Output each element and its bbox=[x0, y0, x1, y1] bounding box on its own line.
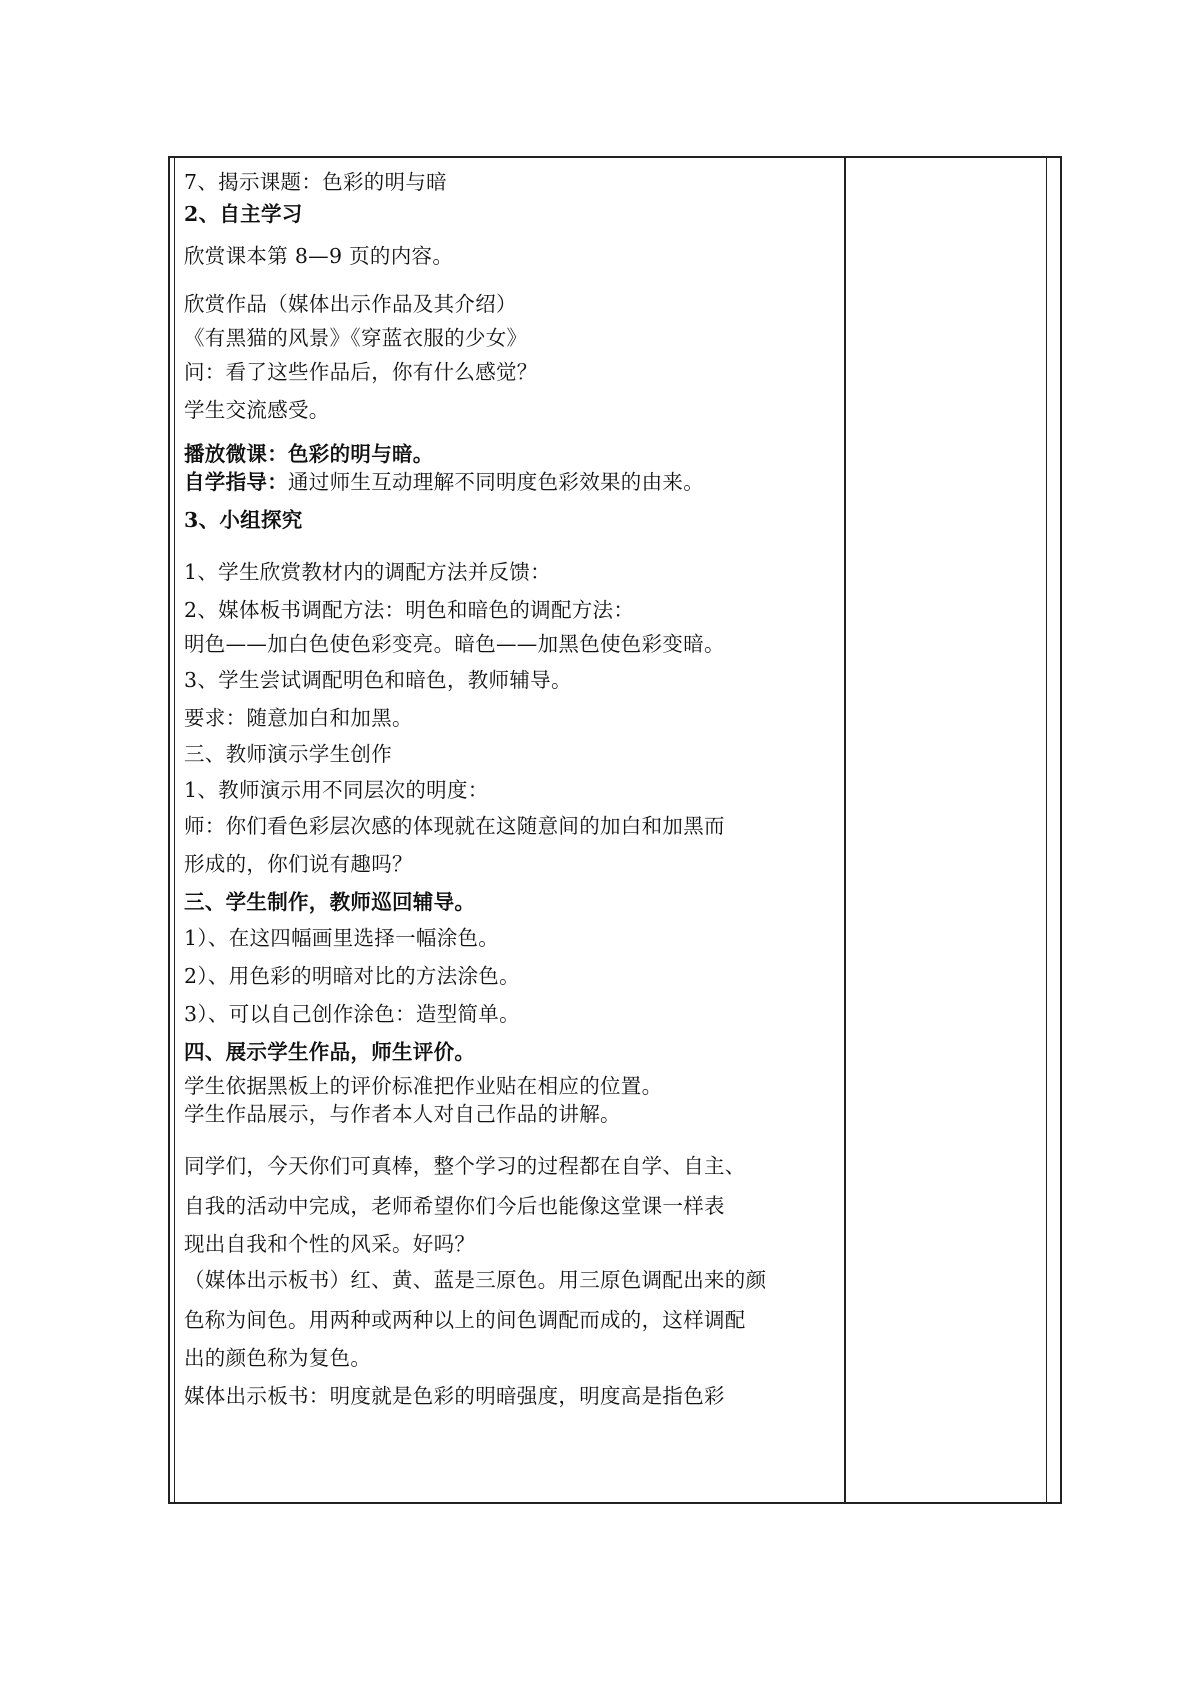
content-line: 自我的活动中完成，老师希望你们今后也能像这堂课一样表 bbox=[184, 1194, 725, 1218]
lesson-content-cell bbox=[184, 168, 836, 1410]
content-line: 同学们，今天你们可真棒，整个学习的过程都在自学、自主、 bbox=[184, 1154, 746, 1178]
content-line: 出的颜色称为复色。 bbox=[184, 1346, 372, 1370]
content-line bbox=[184, 468, 836, 496]
bold-prefix: 自学指导： bbox=[184, 470, 288, 494]
content-line: 3）、可以自己创作涂色：造型简单。 bbox=[184, 1002, 520, 1026]
content-line: 播放微课：色彩的明与暗。 bbox=[184, 442, 434, 466]
line-text: 通过师生互动理解不同明度色彩效果的由来。 bbox=[288, 470, 704, 494]
content-line: 要求：随意加白和加黑。 bbox=[184, 706, 413, 730]
content-line: 《有黑猫的风景》《穿蓝衣服的少女》 bbox=[184, 326, 528, 350]
content-line: 师：你们看色彩层次感的体现就在这随意间的加白和加黑而 bbox=[184, 814, 725, 838]
content-line: 3、小组探究 bbox=[184, 508, 303, 532]
content-line: 1）、在这四幅画里选择一幅涂色。 bbox=[184, 926, 500, 950]
content-line: 1、学生欣赏教材内的调配方法并反馈： bbox=[184, 560, 551, 584]
content-line: 7、揭示课题：色彩的明与暗 bbox=[184, 170, 447, 194]
content-line: 三、教师演示学生创作 bbox=[184, 742, 392, 766]
content-line: 三、学生制作，教师巡回辅导。 bbox=[184, 890, 476, 914]
content-line: 2）、用色彩的明暗对比的方法涂色。 bbox=[184, 964, 520, 988]
content-line: 1、教师演示用不同层次的明度： bbox=[184, 778, 489, 802]
content-line: 2、自主学习 bbox=[184, 202, 303, 226]
content-line: 欣赏作品（媒体出示作品及其介绍） bbox=[184, 292, 517, 316]
content-line: （媒体出示板书）红、黄、蓝是三原色。用三原色调配出来的颜 bbox=[184, 1268, 767, 1292]
content-line: 色称为间色。用两种或两种以上的间色调配而成的，这样调配 bbox=[184, 1308, 746, 1332]
content-line: 形成的，你们说有趣吗？ bbox=[184, 852, 413, 876]
content-line: 2、媒体板书调配方法：明色和暗色的调配方法： bbox=[184, 598, 635, 622]
notes-cell bbox=[846, 158, 1060, 1502]
content-line: 欣赏课本第 8—9 页的内容。 bbox=[184, 244, 454, 268]
content-line: 学生作品展示，与作者本人对自己作品的讲解。 bbox=[184, 1102, 621, 1126]
content-line: 问：看了这些作品后，你有什么感觉？ bbox=[184, 360, 538, 384]
content-line: 媒体出示板书：明度就是色彩的明暗强度，明度高是指色彩 bbox=[184, 1384, 725, 1408]
content-line: 学生依据黑板上的评价标准把作业贴在相应的位置。 bbox=[184, 1074, 663, 1098]
content-line: 3、学生尝试调配明色和暗色，教师辅导。 bbox=[184, 668, 572, 692]
content-line: 四、展示学生作品，师生评价。 bbox=[184, 1040, 476, 1064]
lesson-table bbox=[168, 156, 1062, 1504]
content-line: 明色——加白色使色彩变亮。暗色——加黑色使色彩变暗。 bbox=[184, 632, 725, 656]
content-line: 学生交流感受。 bbox=[184, 398, 330, 422]
content-line: 现出自我和个性的风采。好吗？ bbox=[184, 1232, 476, 1256]
